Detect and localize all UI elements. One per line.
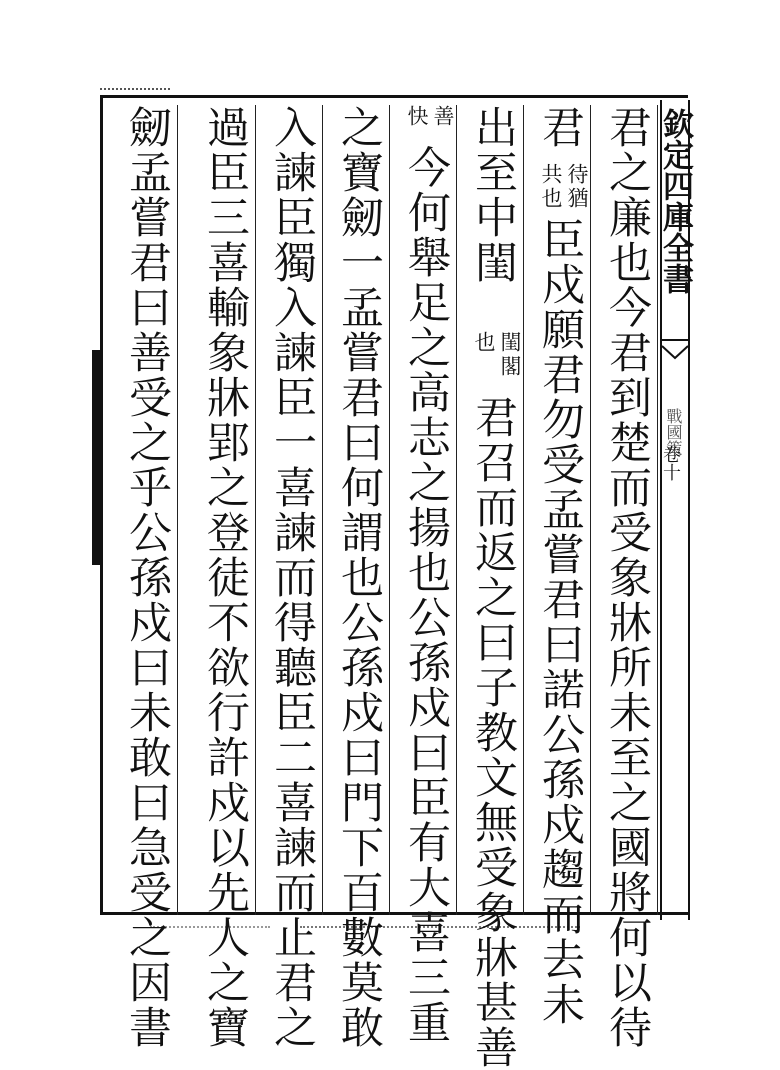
column-text-continued: 今何舉足之高志之揚也公孫戍曰臣有大喜三重 [401, 145, 451, 1045]
book-title: 欽定四庫全書 [657, 108, 693, 294]
annotation-right: 待猶 [565, 163, 589, 211]
annotation-left: 也 [472, 331, 496, 355]
column-text-continued: 君召而返之曰子教文無受象牀甚善 [468, 395, 518, 1070]
text-column-8 [118, 105, 178, 1050]
column-text: 劒孟嘗君曰善受之乎公孫戍曰未敢曰急受之因書 [122, 105, 172, 1050]
column-text-continued: 臣戍願君勿受孟嘗君曰諾公孫戍趨而去未 [535, 217, 585, 1027]
column-text: 君之廉也今君到楚而受象牀所未至之國將何以待 [602, 105, 652, 1050]
text-column-7 [196, 105, 256, 1050]
column-text: 之寶劒一孟嘗君曰何謂也公孫戍曰門下百數莫敢 [334, 105, 384, 1050]
text-column-5 [330, 105, 390, 1050]
scan-edge-bar [92, 350, 102, 565]
annotation-left: 快 [405, 105, 429, 129]
text-column-4 [397, 105, 457, 1045]
column-text: 過臣三喜輸象牀郢之登徒不欲行許戍以先人之寶 [200, 105, 250, 1050]
section-title: 戰國策 [664, 408, 683, 456]
column-text: 君 [535, 105, 585, 150]
top-rule-dots [100, 88, 170, 96]
text-column-6 [263, 105, 323, 1050]
fishtail-mark-icon [662, 338, 688, 378]
annotation-left: 共也 [539, 163, 563, 211]
text-column-1 [598, 105, 658, 1050]
text-column-3 [464, 105, 524, 1070]
column-text: 入諫臣獨入諫臣一喜諫而得聽臣二喜諫而止君之 [267, 105, 317, 1050]
juan-number: 卷十 [660, 445, 681, 481]
annotation-right: 閨閣 [498, 331, 522, 379]
annotation-right: 善 [431, 105, 455, 129]
text-column-2 [531, 105, 591, 1027]
column-text: 出至中閨 [468, 105, 518, 285]
